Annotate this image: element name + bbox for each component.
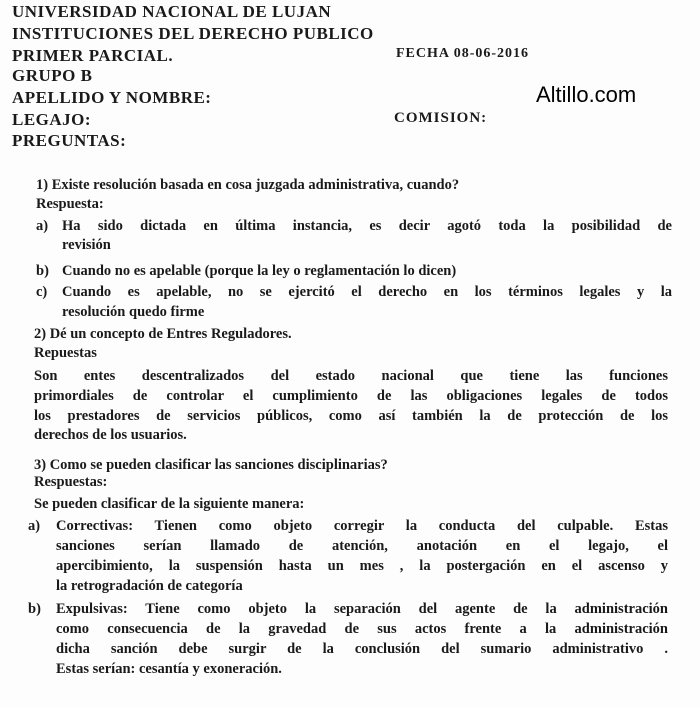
question-1-text: 1) Existe resolución basada en cosa juzgada administrativa, cuando?	[36, 177, 460, 193]
exam-date: FECHA 08-06-2016	[396, 46, 530, 61]
legajo-field-label: LEGAJO:	[12, 110, 92, 129]
answer-3a-line-4: la retrogradación de categoría	[56, 578, 243, 594]
answer-1-label: Respuesta:	[36, 196, 104, 212]
answer-1a-line-1: Ha sido dictada en última instancia, es decir agotó toda la posibilidad de	[62, 218, 672, 234]
question-2-text: 2) Dé un concepto de Entres Reguladores.	[34, 326, 292, 342]
answer-3b-line-3: dicha sanción debe surgir de la conclusión del sumario administrativo .	[56, 641, 668, 657]
answer-1c-line-2: resolución quedo firme	[62, 304, 205, 320]
answer-3a-line-3: apercibimiento, la suspensión hasta un mes , la postergación en el ascenso y	[56, 558, 668, 574]
answer-1b-marker: b)	[36, 263, 49, 279]
answer-3b-marker: b)	[28, 601, 41, 617]
answer-3b-line-2: como consecuencia de la gravedad de sus actos frente a la administración	[56, 621, 668, 637]
answer-2-label: Repuestas	[34, 345, 97, 361]
answer-3-intro: Se pueden clasificar de la siguiente manera:	[34, 496, 305, 512]
answer-3a-line-1: Correctivas: Tienen como objeto corregir la conducta del culpable. Estas	[56, 518, 668, 534]
question-3-text: 3) Como se pueden clasificar las sanciones disciplinarias?	[34, 457, 388, 473]
answer-1a-line-2: revisión	[62, 237, 111, 253]
answer-2-line-1: Son entes descentralizados del estado nacional que tiene las funciones	[34, 368, 668, 384]
questions-heading: PREGUNTAS:	[12, 131, 127, 150]
institute-name: INSTITUCIONES DEL DERECHO PUBLICO	[12, 24, 374, 43]
answer-3a-marker: a)	[28, 518, 41, 534]
answer-2-line-4: derechos de los usuarios.	[34, 427, 187, 443]
answer-2-line-2: primordiales de controlar el cumplimiento de las obligaciones legales de todos	[34, 388, 668, 404]
university-name: UNIVERSIDAD NACIONAL DE LUJAN	[12, 2, 332, 21]
group-label: GRUPO B	[12, 66, 93, 85]
answer-1b-line-1: Cuando no es apelable (porque la ley o reglamentación lo dicen)	[62, 263, 457, 279]
answer-3-label: Respuestas:	[34, 474, 108, 490]
answer-1a-marker: a)	[36, 218, 49, 234]
exam-title: PRIMER PARCIAL.	[12, 46, 174, 65]
answer-1c-marker: c)	[36, 284, 48, 300]
answer-3a-line-2: sanciones serían llamado de atención, anotación en el legajo, el	[56, 538, 668, 554]
comision-field-label: COMISION:	[394, 110, 488, 126]
answer-2-line-3: los prestadores de servicios públicos, como así también la de protección de los	[34, 408, 668, 424]
name-field-label: APELLIDO Y NOMBRE:	[12, 88, 212, 107]
answer-1c-line-1: Cuando es apelable, no se ejercitó el derecho en los términos legales y la	[62, 284, 672, 300]
watermark-logo: Altillo.com	[536, 82, 637, 107]
answer-3b-line-1: Expulsivas: Tiene como objeto la separación del agente de la administración	[56, 601, 668, 617]
answer-3b-line-4: Estas serían: cesantía y exoneración.	[56, 661, 282, 677]
